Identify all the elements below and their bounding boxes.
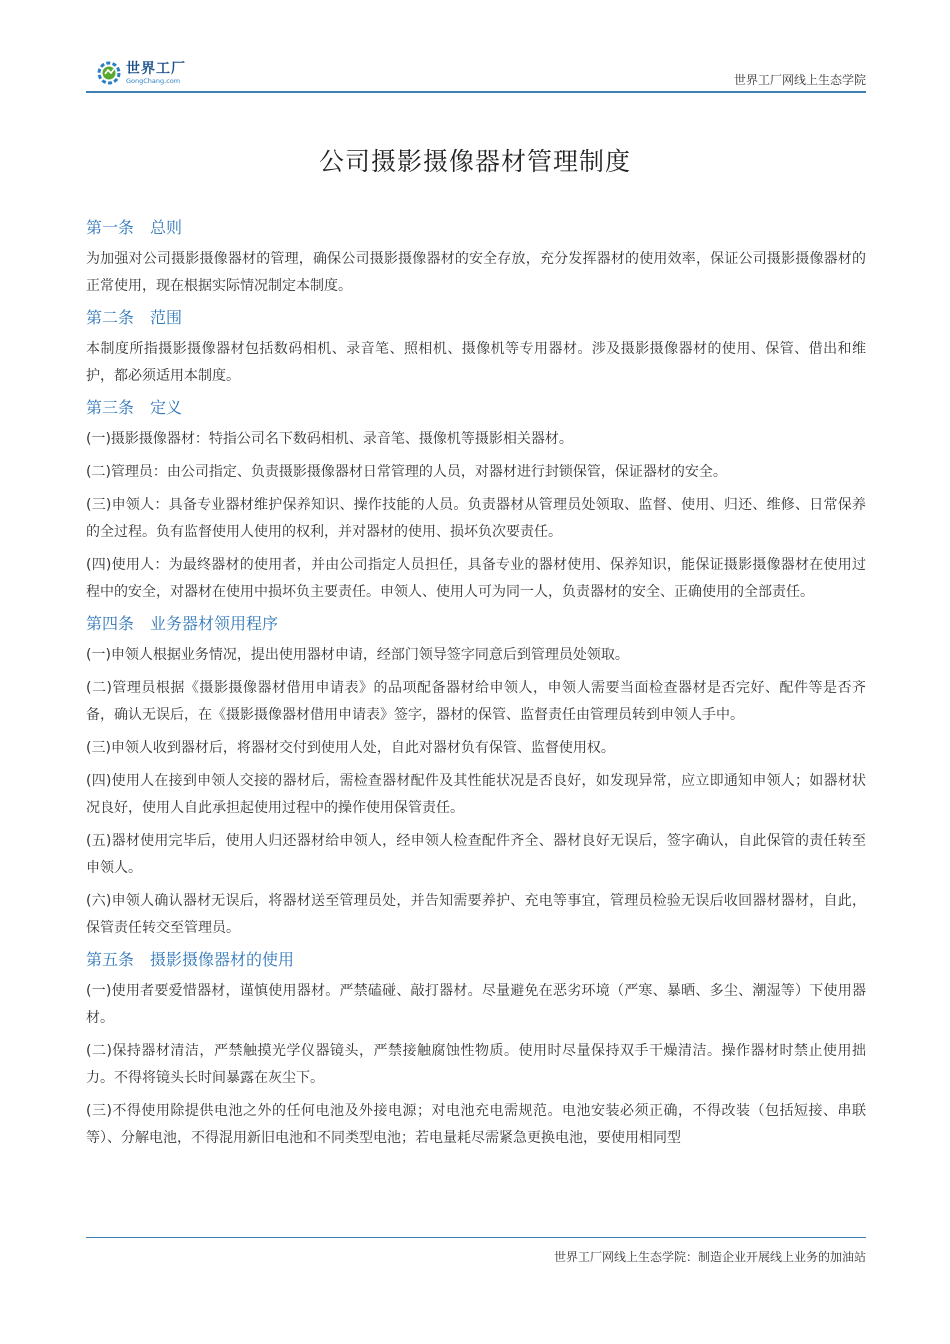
document-body (86, 212, 866, 1158)
section-heading: 第二条 范围 (86, 308, 183, 327)
logo-en-text: GongChang.com (126, 76, 181, 85)
section-paragraph: (六)申领人确认器材无误后，将器材送至管理员处，并告知需要养护、充电等事宜，管理员检验无误后收回器材器材，自此，保管责任转交至管理员。 (86, 893, 866, 936)
section-paragraph: (三)不得使用除提供电池之外的任何电池及外接电源；对电池充电需规范。电池安装必须正确，不得改装（包括短接、串联等）、分解电池，不得混用新旧电池和不同类型电池；若电量耗尽需紧急更换电池，要使用相同型 (86, 1103, 866, 1146)
header-site-name: 世界工厂网线上生态学院 (733, 73, 866, 87)
footer-text: 世界工厂网线上生态学院：制造企业开展线上业务的加油站 (553, 1250, 866, 1264)
logo-cn-text: 世界工厂 (126, 60, 186, 77)
section-paragraph: (一)摄影摄像器材：特指公司名下数码相机、录音笔、摄像机等摄影相关器材。 (86, 431, 573, 447)
section-paragraph: (三)申领人：具备专业器材维护保养知识、操作技能的人员。负责器材从管理员处领取、监督、使用、归还、维修、日常保养的全过程。负有监督使用人使用的权利，并对器材的使用、损坏负次要责任。 (86, 497, 866, 540)
section-paragraph: 本制度所指摄影摄像器材包括数码相机、录音笔、照相机、摄像机等专用器材。涉及摄影摄像器材的使用、保管、借出和维护，都必须适用本制度。 (86, 341, 866, 384)
document-title: 公司摄影摄像器材管理制度 (318, 147, 631, 176)
section-paragraph: (二)管理员：由公司指定、负责摄影摄像器材日常管理的人员，对器材进行封锁保管，保证器材的安全。 (86, 464, 727, 480)
section-paragraph: (一)申领人根据业务情况，提出使用器材申请，经部门领导签字同意后到管理员处领取。 (86, 647, 629, 663)
section-paragraph: 为加强对公司摄影摄像器材的管理，确保公司摄影摄像器材的安全存放，充分发挥器材的使用效率，保证公司摄影摄像器材的正常使用，现在根据实际情况制定本制度。 (86, 251, 866, 294)
section-paragraph: (五)器材使用完毕后，使用人归还器材给申领人，经申领人检查配件齐全、器材良好无误后，签字确认，自此保管的责任转至申领人。 (86, 833, 866, 876)
section-paragraph: (二)保持器材清洁，严禁触摸光学仪器镜头，严禁接触腐蚀性物质。使用时尽量保持双手干燥清洁。操作器材时禁止使用拙力。不得将镜头长时间暴露在灰尘下。 (86, 1043, 866, 1086)
section-paragraph: (三)申领人收到器材后，将器材交付到使用人处，自此对器材负有保管、监督使用权。 (86, 740, 615, 756)
section-heading: 第四条 业务器材领用程序 (86, 614, 279, 633)
section-paragraph: (一)使用者要爱惜器材，谨慎使用器材。严禁磕碰、敲打器材。尽量避免在恶劣环境（严寒、暴晒、多尘、潮湿等）下使用器材。 (86, 983, 866, 1026)
header-divider (86, 91, 866, 93)
footer-divider (86, 1237, 866, 1238)
page-header (86, 56, 866, 92)
gear-logo-icon (96, 60, 122, 86)
logo (96, 59, 186, 87)
section-paragraph: (四)使用人在接到申领人交接的器材后，需检查器材配件及其性能状况是否良好，如发现异常，应立即通知申领人；如器材状况良好，使用人自此承担起使用过程中的操作使用保管责任。 (86, 773, 866, 816)
section-heading: 第三条 定义 (86, 398, 183, 417)
section-heading: 第五条 摄影摄像器材的使用 (86, 950, 295, 969)
section-heading: 第一条 总则 (86, 218, 183, 237)
section-paragraph: (二)管理员根据《摄影摄像器材借用申请表》的品项配备器材给申领人，申领人需要当面检查器材是否完好、配件等是否齐备，确认无误后，在《摄影摄像器材借用申请表》签字，器材的保管、监督责任由管理员转到申领人手中。 (86, 680, 866, 723)
section-paragraph: (四)使用人：为最终器材的使用者，并由公司指定人员担任，具备专业的器材使用、保养知识，能保证摄影摄像器材在使用过程中的安全，对器材在使用中损坏负主要责任。申领人、使用人可为同一人，负责器材的安全、正确使用的全部责任。 (86, 557, 866, 600)
